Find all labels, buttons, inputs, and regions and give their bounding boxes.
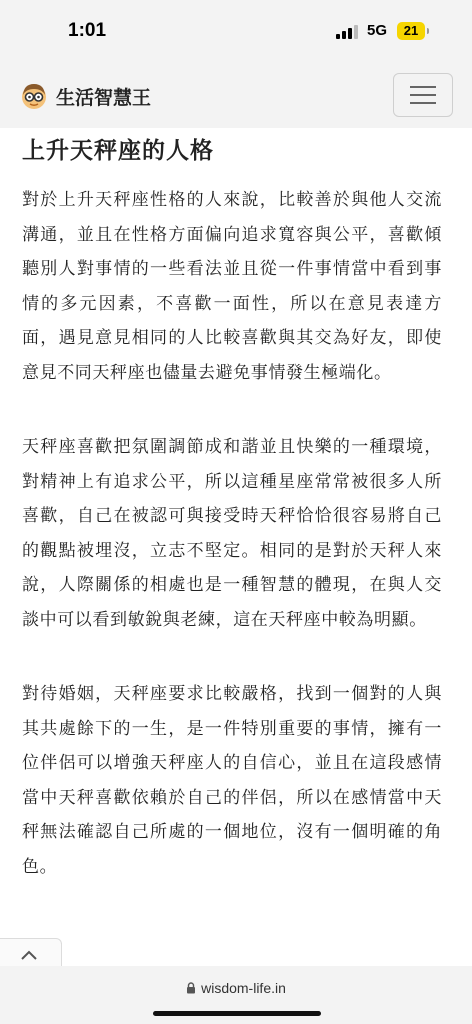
brand-link[interactable] <box>20 80 151 112</box>
article-paragraph-2: 天秤座喜歡把氛圍調節成和諧並且快樂的一種環境，對精神上有追求公平，所以這種星座常常被很多人所喜歡，自己在被認可與接受時天秤恰恰很容易將自己的觀點被埋沒，立志不堅定。相同的是對於天秤人來說，人際關係的相處也是一種智慧的體現，在與人交談中可以看到敏銳與老練，這在天秤座中較為明顯。 <box>22 437 442 630</box>
menu-toggle-button[interactable] <box>393 73 453 117</box>
brand-name: 生活智慧王 <box>56 87 152 109</box>
home-indicator[interactable] <box>153 1011 321 1016</box>
lock-icon <box>186 982 196 994</box>
hamburger-icon <box>410 86 436 88</box>
network-type: 5G <box>367 22 388 39</box>
url-display <box>0 980 472 996</box>
status-bar <box>0 0 472 64</box>
article-title: 上升天秤座的人格 <box>22 138 214 164</box>
url-text: wisdom-life.in <box>201 980 286 996</box>
battery-icon: 21 <box>397 22 425 40</box>
article-paragraph-3: 對待婚姻，天秤座要求比較嚴格，找到一個對的人與其共處餘下的一生，是一件特別重要的事情，擁有一位伴侶可以增強天秤座人的自信心，並且在這段感情當中天秤喜歡依賴於自己的伴侶，所以在感情當中天秤無法確認自己所處的一個地位，沒有一個明確的角色。 <box>22 684 442 877</box>
chevron-up-icon <box>20 949 38 961</box>
article-paragraph-1: 對於上升天秤座性格的人來說，比較善於與他人交流溝通，並且在性格方面偏向追求寬容與公平，喜歡傾聽別人對事情的一些看法並且從一件事情當中看到事情的多元因素，不喜歡一面性，所以在意見表達方面，遇見意見相同的人比較喜歡與其交為好友，即使意見不同天秤座也儘量去避免事情發生極端化。 <box>22 190 442 383</box>
article-content <box>22 128 442 924</box>
face-with-glasses-icon <box>20 82 48 110</box>
status-time: 1:01 <box>68 20 107 41</box>
battery-tip <box>427 28 429 34</box>
signal-icon <box>336 25 360 39</box>
